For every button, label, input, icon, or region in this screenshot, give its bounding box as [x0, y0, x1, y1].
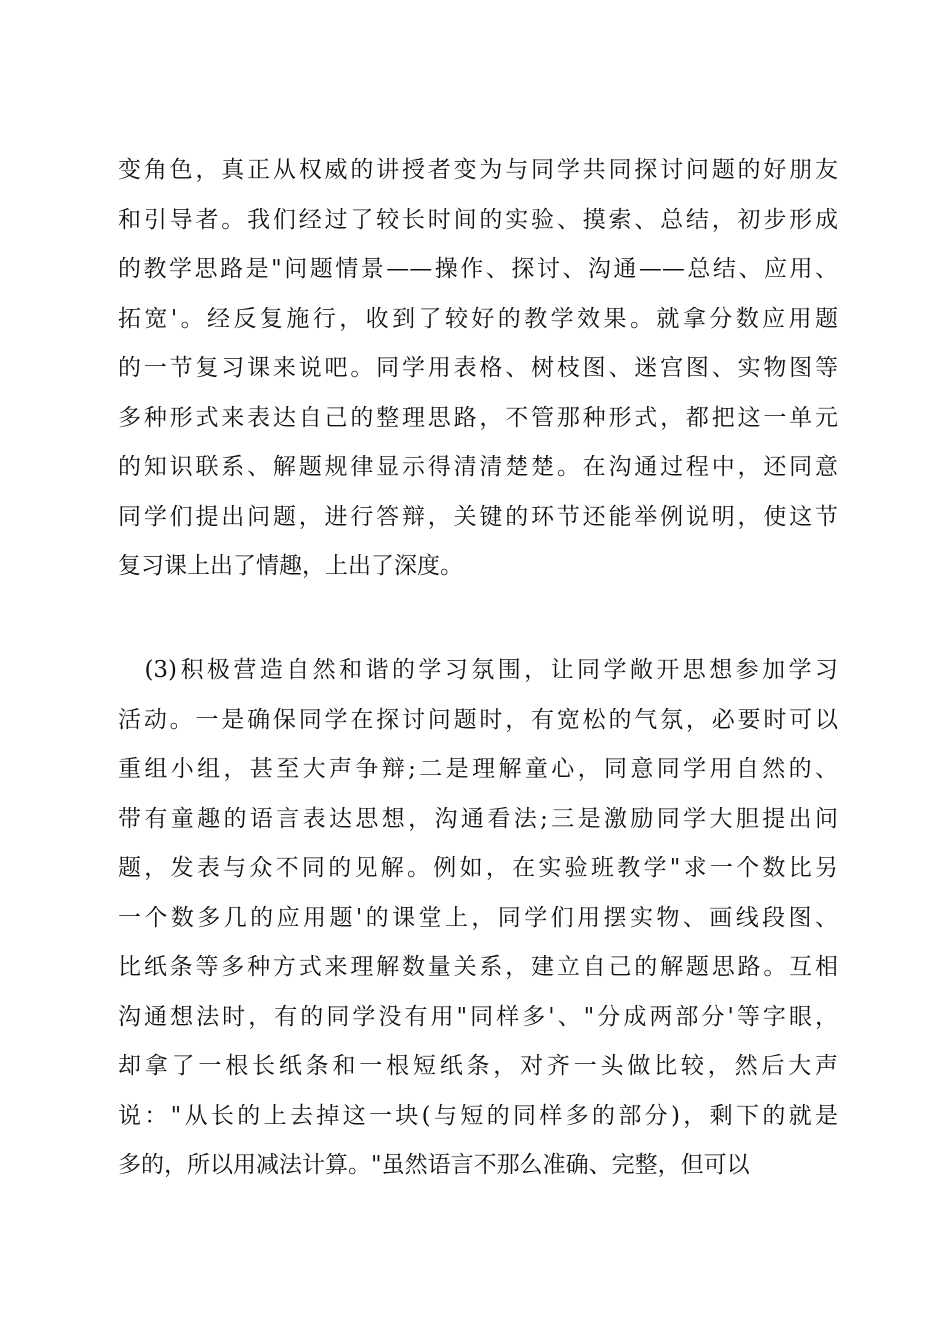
text-line: 说："从长的上去掉这一块(与短的同样多的部分)，剩下的就是	[118, 1102, 838, 1129]
text-line: 一个数多几的应用题'的课堂上，同学们用摆实物、画线段图、	[118, 904, 838, 931]
text-line: 活动。一是确保同学在探讨问题时，有宽松的气氛，必要时可以	[118, 706, 838, 733]
text-line: 的一节复习课来说吧。同学用表格、树枝图、迷宫图、实物图等	[118, 355, 838, 381]
text-line: 同学们提出问题，进行答辩，关键的环节还能举例说明，使这节	[118, 503, 838, 530]
text-line: 带有童趣的语言表达思想，沟通看法;三是激励同学大胆提出问	[118, 805, 838, 832]
text-line: 变角色，真正从权威的讲授者变为与同学共同探讨问题的好朋友	[118, 157, 838, 183]
text-line: 复习课上出了情趣，上出了深度。	[118, 553, 463, 579]
text-line: 沟通想法时，有的同学没有用"同样多'、"分成两部分'等字眼，	[118, 1003, 838, 1030]
text-line: 的知识联系、解题规律显示得清清楚楚。在沟通过程中，还同意	[118, 454, 838, 480]
text-line: 题，发表与众不同的见解。例如，在实验班教学"求一个数比另	[118, 855, 838, 881]
paragraph-teaching-approach	[118, 146, 838, 592]
paragraph-learning-atmosphere	[118, 646, 838, 1191]
text-line: 多种形式来表达自己的整理思路，不管那种形式，都把这一单元	[118, 404, 838, 431]
text-line: 却拿了一根长纸条和一根短纸条，对齐一头做比较，然后大声	[118, 1053, 838, 1079]
text-line: 比纸条等多种方式来理解数量关系，建立自己的解题思路。互相	[118, 954, 838, 980]
text-line: 重组小组，甚至大声争辩;二是理解童心，同意同学用自然的、	[118, 756, 838, 782]
text-line: 拓宽'。经反复施行，收到了较好的教学效果。就拿分数应用题	[118, 305, 838, 332]
text-line: 的教学思路是"问题情景——操作、探讨、沟通——总结、应用、	[118, 256, 838, 282]
text-line: (3)积极营造自然和谐的学习氛围，让同学敞开思想参加学习	[118, 657, 838, 683]
text-line: 和引导者。我们经过了较长时间的实验、摸索、总结，初步形成	[118, 206, 838, 233]
text-line: 多的，所以用减法计算。"虽然语言不那么准确、完整，但可以	[118, 1152, 750, 1178]
